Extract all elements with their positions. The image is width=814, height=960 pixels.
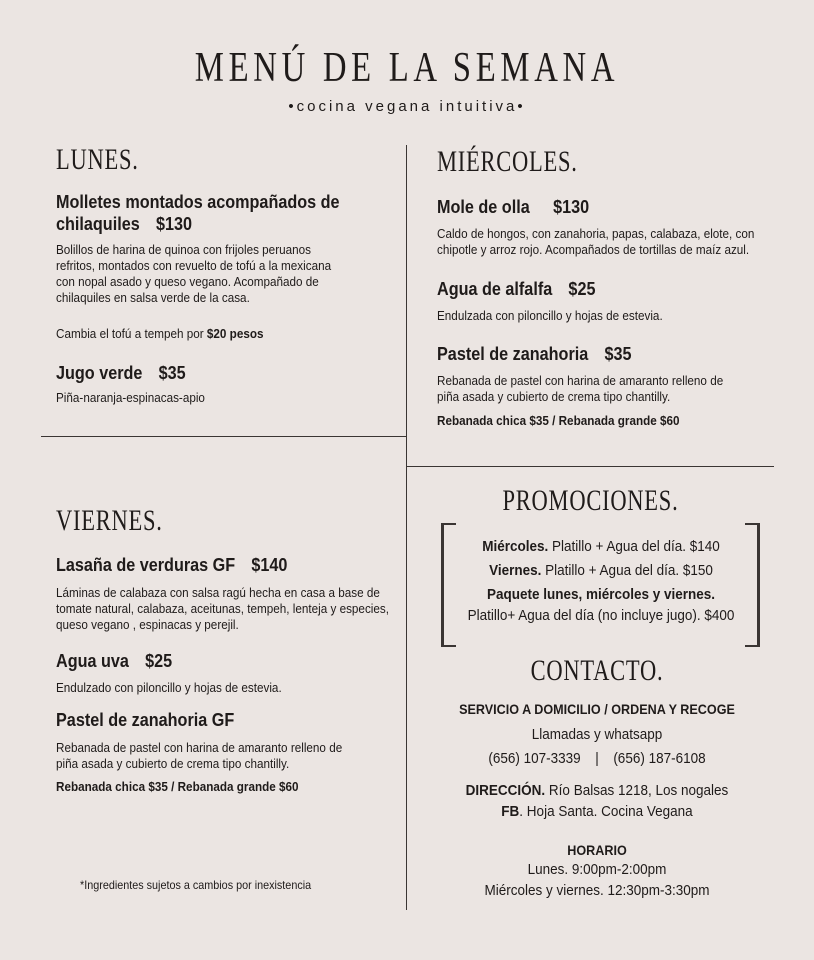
promo-paquete-text: Platillo+ Agua del día (no incluye jugo). $400 bbox=[467, 607, 735, 624]
menu-title: MENÚ DE LA SEMANA bbox=[194, 45, 620, 91]
dish-price: $35 bbox=[604, 344, 632, 364]
dish-name-line2: chilaquiles bbox=[56, 214, 140, 234]
dish-name-agua-alfalfa bbox=[437, 278, 595, 300]
dish-name: Agua de alfalfa bbox=[437, 279, 553, 299]
dish-price: $35 bbox=[158, 363, 186, 383]
dish-name: Lasaña de verduras GF bbox=[56, 555, 236, 575]
promo-paquete-title bbox=[426, 584, 775, 605]
dish-price: $130 bbox=[155, 214, 192, 234]
promo-day: Viernes. bbox=[489, 562, 542, 579]
dish-name: Agua uva bbox=[56, 651, 129, 671]
horario-miercoles-viernes: Miércoles y viernes. 12:30pm-3:30pm bbox=[484, 882, 710, 899]
horizontal-divider-left bbox=[41, 436, 407, 437]
dish-name-jugo-verde bbox=[56, 362, 186, 384]
address-label: DIRECCIÓN. bbox=[465, 782, 546, 799]
dish-description: Endulzada con piloncillo y hojas de estevia. bbox=[437, 308, 663, 323]
note-text: Cambia el tofú a tempeh por bbox=[56, 326, 204, 341]
dish-name: Mole de olla bbox=[437, 197, 530, 217]
promo-text: Platillo + Agua del día. $140 bbox=[552, 538, 720, 555]
menu-subtitle: •cocina vegana intuitiva• bbox=[288, 98, 526, 115]
dish-price: $25 bbox=[568, 279, 596, 299]
footnote: *Ingredientes sujetos a cambios por inexistencia bbox=[80, 878, 312, 892]
dish-description: Piña-naranja-espinacas-apio bbox=[56, 390, 205, 405]
dish-note bbox=[56, 326, 263, 342]
day-heading-miercoles: MIÉRCOLES. bbox=[437, 145, 578, 178]
dish-name-pastel bbox=[437, 343, 632, 365]
dish-name-agua-uva bbox=[56, 650, 172, 672]
dish-note: Rebanada chica $35 / Rebanada grande $60 bbox=[437, 413, 680, 428]
dish-name-lasana bbox=[56, 554, 287, 576]
dish-price: $130 bbox=[553, 197, 590, 217]
promo-viernes bbox=[426, 560, 775, 581]
dish-description: Endulzado con piloncillo y hojas de estevia. bbox=[56, 680, 282, 695]
dish-name: Jugo verde bbox=[56, 363, 143, 383]
dish-price: $140 bbox=[251, 555, 288, 575]
phone-1[interactable]: (656) 107-3339 bbox=[488, 750, 581, 767]
promo-day: Miércoles. bbox=[482, 538, 549, 555]
contacto-heading: CONTACTO. bbox=[530, 654, 664, 687]
address-text: Río Balsas 1218, Los nogales bbox=[548, 782, 729, 799]
dish-name-mole bbox=[437, 196, 589, 218]
calls-line: Llamadas y whatsapp bbox=[531, 726, 663, 743]
phone-separator: | bbox=[595, 750, 599, 767]
dish-name-molletes bbox=[56, 191, 340, 235]
dish-note: Rebanada chica $35 / Rebanada grande $60 bbox=[56, 779, 299, 794]
phones-line bbox=[426, 748, 768, 769]
day-heading-viernes: VIERNES. bbox=[56, 504, 163, 537]
dish-description: Bolillos de harina de quinoa con frijoles peruanos refritos, montados con revuelto de tofú a la mexicana con nopal asado y queso vegano. Acompañado de chilaquiles en salsa verde de la casa. bbox=[56, 242, 332, 305]
promo-text: Platillo + Agua del día. $150 bbox=[545, 562, 713, 579]
promo-title: Paquete lunes, miércoles y viernes. bbox=[486, 586, 716, 603]
promociones-heading: PROMOCIONES. bbox=[502, 484, 679, 517]
facebook-label: FB bbox=[501, 803, 520, 820]
facebook-text: . Hoja Santa. Cocina Vegana bbox=[519, 803, 693, 820]
dish-description: Caldo de hongos, con zanahoria, papas, calabaza, elote, con chipotle y arroz rojo. Acompañados de tortillas de maíz azul. bbox=[437, 226, 755, 257]
facebook-line bbox=[426, 801, 768, 822]
dish-name: Pastel de zanahoria bbox=[437, 344, 589, 364]
horizontal-divider-right bbox=[406, 466, 774, 467]
horario-label: HORARIO bbox=[567, 842, 627, 858]
horario-lunes: Lunes. 9:00pm-2:00pm bbox=[527, 861, 667, 878]
phone-2[interactable]: (656) 187-6108 bbox=[613, 750, 706, 767]
dish-name-pastel-gf: Pastel de zanahoria GF bbox=[56, 710, 235, 730]
dish-description: Láminas de calabaza con salsa ragú hecha en casa a base de tomate natural, calabaza, aceitunas, tempeh, lenteja y especies, queso vegano , espinacas y perejil. bbox=[56, 585, 389, 632]
service-line: SERVICIO A DOMICILIO / ORDENA Y RECOGE bbox=[459, 701, 735, 717]
day-heading-lunes: LUNES. bbox=[56, 143, 139, 176]
dish-description: Rebanada de pastel con harina de amaranto relleno de piña asada y cubierto de crema tipo chantilly. bbox=[56, 740, 343, 771]
vertical-divider bbox=[406, 145, 407, 910]
note-price: $20 pesos bbox=[206, 326, 264, 341]
dish-name-line1: Molletes montados acompañados de bbox=[56, 192, 340, 212]
promo-miercoles bbox=[426, 536, 775, 557]
dish-description: Rebanada de pastel con harina de amaranto relleno de piña asada y cubierto de crema tipo chantilly. bbox=[437, 373, 724, 404]
address-line bbox=[426, 780, 768, 801]
dish-price: $25 bbox=[145, 651, 173, 671]
